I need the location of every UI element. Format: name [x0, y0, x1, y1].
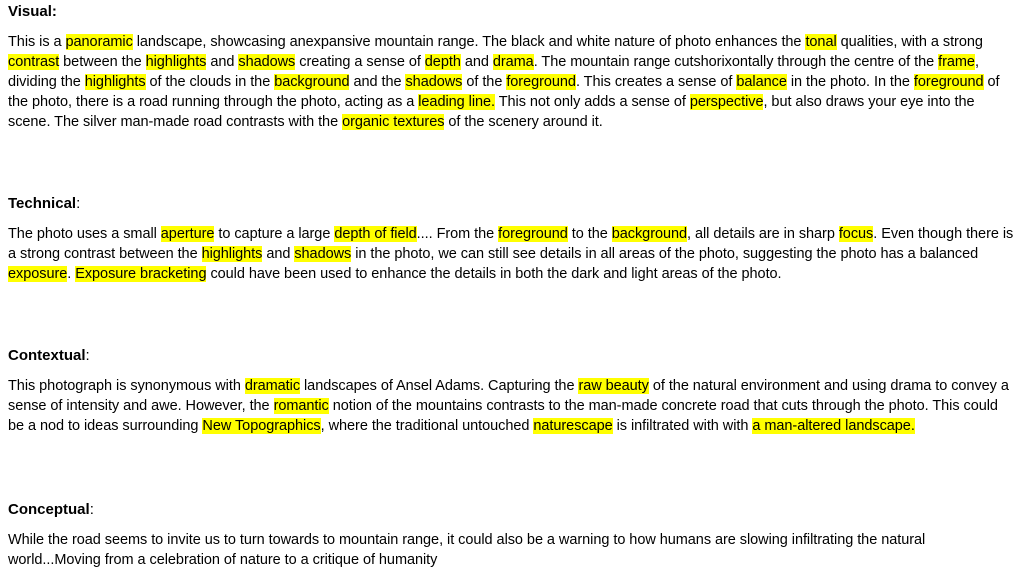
section-heading-technical: [8, 194, 1016, 214]
section-contextual: [8, 346, 1016, 436]
text-run: landscapes of Ansel Adams. Capturing the: [300, 378, 579, 394]
highlighted-term: New Topographics: [202, 418, 321, 434]
text-run: of the: [462, 74, 507, 90]
text-run: This photograph is synonymous with: [8, 378, 245, 394]
heading-text: Conceptual: [8, 501, 90, 518]
highlighted-term: foreground: [498, 226, 568, 242]
section-heading-conceptual: [8, 500, 1016, 520]
highlighted-term: focus: [838, 226, 874, 242]
text-run: , where the traditional untouched: [320, 418, 534, 434]
section-paragraph-visual: [8, 32, 1016, 132]
section-paragraph-conceptual: [8, 530, 1016, 570]
highlighted-term: dramatic: [244, 378, 301, 394]
text-run: .: [67, 266, 76, 282]
text-run: of the scenery around it.: [444, 114, 603, 130]
highlighted-term: naturescape: [533, 418, 613, 434]
text-run: and: [262, 246, 295, 262]
highlighted-term: Exposure bracketing: [75, 266, 207, 282]
highlighted-term: foreground: [913, 74, 984, 90]
text-run: . This creates a sense of: [575, 74, 737, 90]
text-run: and: [460, 54, 493, 70]
text-run: , dividing the: [8, 54, 979, 90]
highlighted-term: depth: [424, 54, 461, 70]
text-run: . The mountain range cutshorixontally through the centre of the: [533, 54, 939, 70]
heading-text: Contextual: [8, 347, 86, 364]
text-run: landscape, showcasing anexpansive mountain range. The black and white nature of photo enhances the: [132, 34, 806, 50]
highlighted-term: raw beauty: [578, 378, 649, 394]
section-visual: [8, 2, 1016, 132]
text-run: This not only adds a sense of: [495, 94, 690, 110]
text-run: could have been used to enhance the details in both the dark and light areas of the photo.: [206, 266, 782, 282]
heading-colon: :: [76, 195, 81, 212]
text-run: . Even though there is a strong contrast between the: [8, 226, 1014, 262]
highlighted-term: shadows: [294, 246, 352, 262]
highlighted-term: balance: [736, 74, 787, 90]
highlighted-term: highlights: [84, 74, 146, 90]
highlighted-term: organic textures: [342, 114, 445, 130]
section-paragraph-technical: [8, 224, 1016, 284]
text-run: and the: [349, 74, 406, 90]
heading-colon: :: [89, 501, 94, 518]
text-run: in the photo, we can still see details in all areas of the photo, suggesting the photo has a balanced: [351, 246, 979, 262]
text-run: of the natural environment and using drama to convey a sense of intensity and awe. However, the: [8, 378, 1009, 414]
highlighted-term: contrast: [8, 54, 60, 70]
highlighted-term: drama: [492, 54, 534, 70]
section-technical: [8, 194, 1016, 284]
text-run: notion of the mountains contrasts to the man-made concrete road that cuts through the photo. This could be a nod to ideas surrounding: [8, 398, 998, 434]
section-conceptual: [8, 500, 1016, 570]
highlighted-term: highlights: [201, 246, 263, 262]
text-run: in the photo. In the: [786, 74, 914, 90]
heading-text: Technical: [8, 195, 77, 212]
highlighted-term: exposure: [8, 266, 68, 282]
text-run: qualities, with a strong: [836, 34, 983, 50]
text-run: and: [206, 54, 239, 70]
text-run: to capture a large: [214, 226, 335, 242]
highlighted-term: romantic: [273, 398, 329, 414]
highlighted-term: aperture: [160, 226, 215, 242]
text-run: , all details are in sharp: [687, 226, 839, 242]
highlighted-term: panoramic: [65, 34, 133, 50]
highlighted-term: foreground: [506, 74, 576, 90]
text-run: While the road seems to invite us to turn towards to mountain range, it could also be a warning to how humans are slowing infiltrating the natural world...Moving from a celebration of nature to a critique of humanity: [8, 532, 926, 568]
highlighted-term: background: [611, 226, 688, 242]
highlighted-term: leading line.: [418, 94, 495, 110]
highlighted-term: highlights: [145, 54, 207, 70]
section-heading-visual: [8, 2, 1016, 22]
heading-colon: :: [51, 3, 57, 20]
text-run: between the: [59, 54, 146, 70]
text-run: .... From the: [416, 226, 499, 242]
highlighted-term: perspective: [689, 94, 764, 110]
heading-colon: :: [85, 347, 90, 364]
text-run: creating a sense of: [295, 54, 425, 70]
section-paragraph-contextual: [8, 376, 1016, 436]
highlighted-term: shadows: [405, 74, 463, 90]
highlighted-term: background: [274, 74, 350, 90]
highlighted-term: tonal: [805, 34, 837, 50]
text-run: is infiltrated with with: [612, 418, 753, 434]
heading-text: Visual: [8, 3, 52, 20]
highlighted-term: depth of field: [334, 226, 417, 242]
highlighted-term: a man-altered landscape.: [752, 418, 915, 434]
text-run: of the photo, there is a road running through the photo, acting as a: [8, 74, 1000, 110]
section-heading-contextual: [8, 346, 1016, 366]
text-run: , but also draws your eye into the scene. The silver man-made road contrasts with the: [8, 94, 975, 130]
highlighted-term: shadows: [238, 54, 296, 70]
highlighted-term: frame: [938, 54, 975, 70]
text-run: of the clouds in the: [145, 74, 275, 90]
text-run: to the: [567, 226, 612, 242]
text-run: This is a: [8, 34, 66, 50]
text-run: The photo uses a small: [8, 226, 161, 242]
